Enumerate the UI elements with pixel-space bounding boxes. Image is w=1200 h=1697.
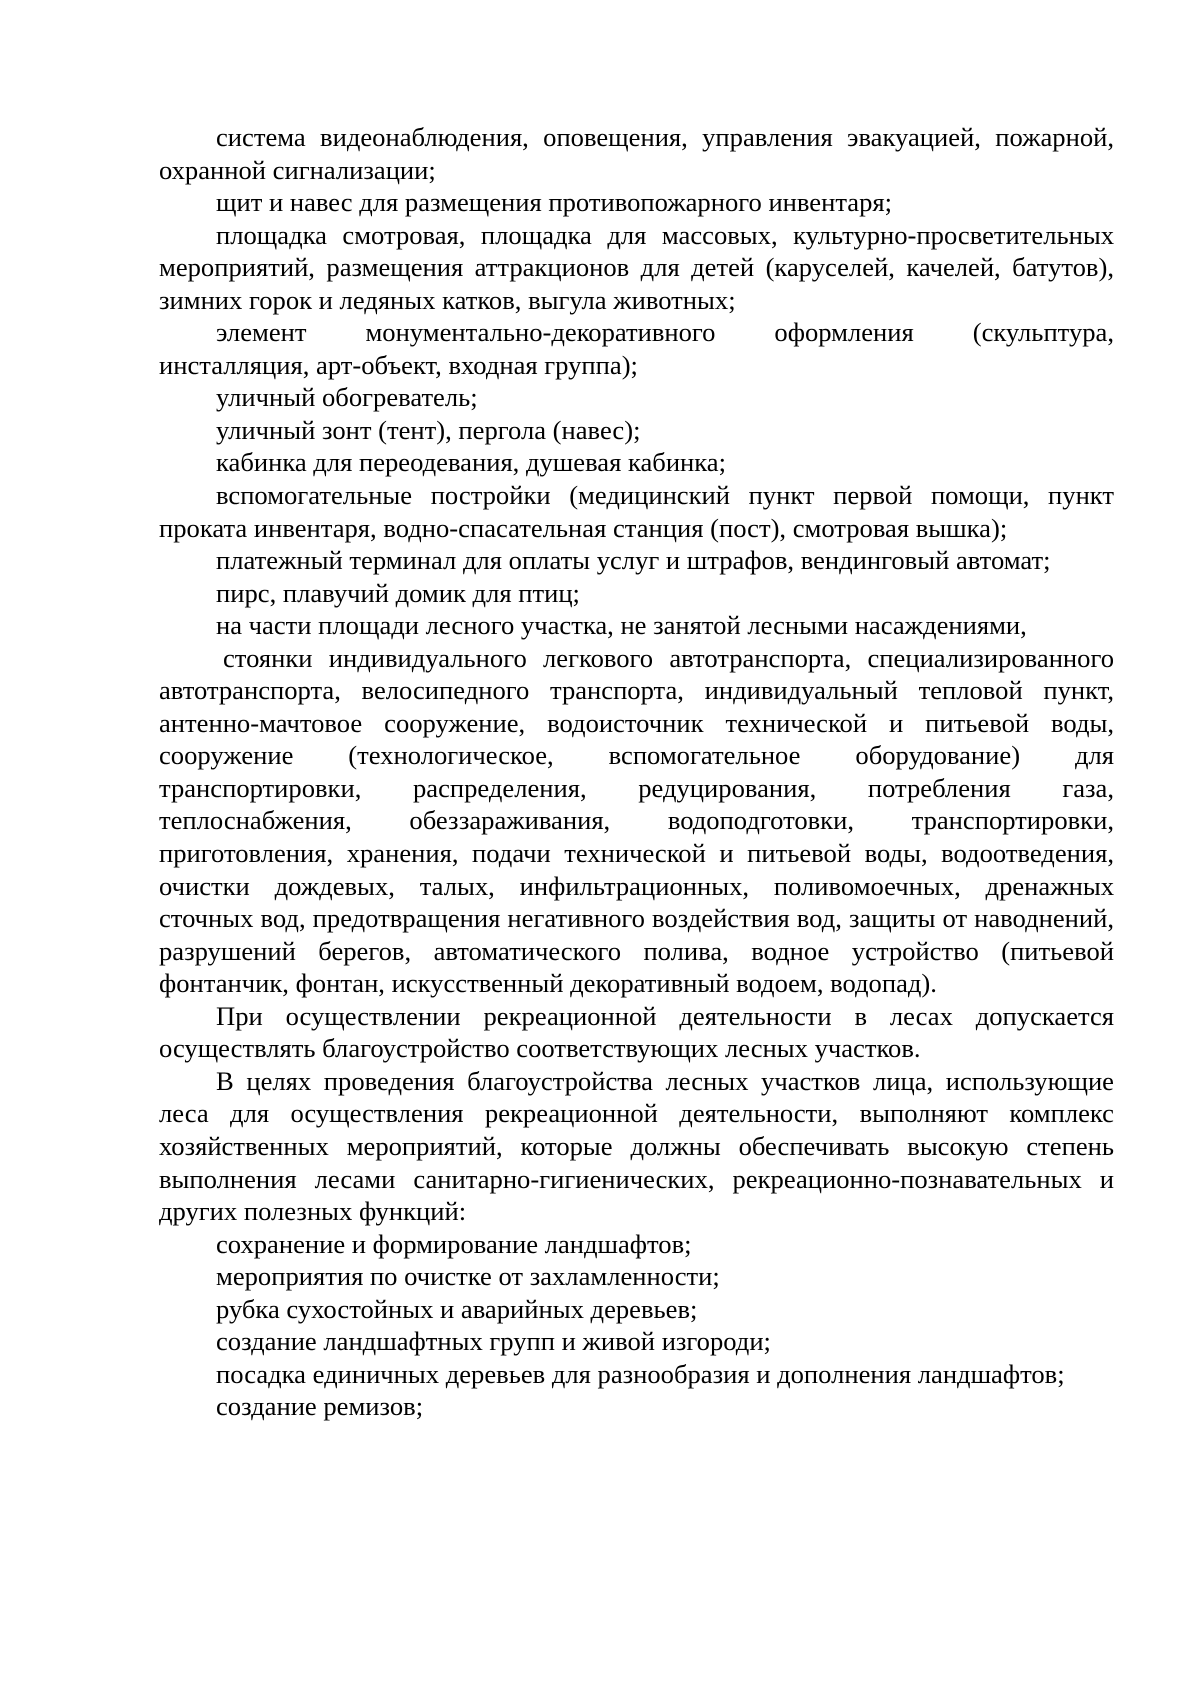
paragraph-11: на части площади лесного участка, не занятой лесными насаждениями, [216,610,1027,641]
paragraph-17: рубка сухостойных и аварийных деревьев; [216,1293,698,1324]
paragraph-10: пирс, плавучий домик для птиц; [216,577,580,608]
paragraph-9: платежный терминал для оплаты услуг и штрафов, вендинговый автомат; [216,545,1051,576]
paragraph-12: стоянки индивидуального легкового автотранспорта, специализированного автотранспорта, велосипедного транспорта, индивидуальный тепловой пункт, антенно-мачтовое сооружение, водоисточник технической и питьевой воды, сооружение (технологическое, вспомогательное оборудование) для транспортировки, распределения, редуцирования, потребления газа, теплоснабжения, обеззараживания, водоподготовки, транспортировки, приготовления, хранения, подачи технической и питьевой воды, водоотведения, очистки дождевых, талых, инфильтрационных, поливомоечных, дренажных сточных вод, предотвращения негативного воздействия вод, защиты от наводнений, разрушений берегов, автоматического полива, водное устройство (питьевой фонтанчик, фонтан, искусственный декоративный водоем, водопад). [159,642,1114,999]
paragraph-18: создание ландшафтных групп и живой изгороди; [216,1326,771,1357]
paragraph-6: уличный зонт (тент), пергола (навес); [216,414,641,445]
paragraph-19: посадка единичных деревьев для разнообразия и дополнения ландшафтов; [216,1358,1065,1389]
paragraph-13: При осуществлении рекреационной деятельности в лесах допускается осуществлять благоустройство соответствующих лесных участков. [159,1000,1114,1064]
paragraph-16: мероприятия по очистке от захламленности; [216,1261,720,1292]
paragraph-14: В целях проведения благоустройства лесных участков лица, использующие леса для осуществления рекреационной деятельности, выполняют комплекс хозяйственных мероприятий, которые должны обеспечивать высокую степень выполнения лесами санитарно-гигиенических, рекреационно-познавательных и других полезных функций: [159,1065,1114,1227]
paragraph-20: создание ремизов; [216,1391,424,1422]
paragraph-7: кабинка для переодевания, душевая кабинка; [216,447,726,478]
document-page [159,121,1114,1423]
paragraph-8: вспомогательные постройки (медицинский пункт первой помощи, пункт проката инвентаря, водно-спасательная станция (пост), смотровая вышка); [159,480,1114,543]
paragraph-5: уличный обогреватель; [216,382,478,413]
paragraph-2: щит и навес для размещения противопожарного инвентаря; [216,187,893,218]
paragraph-3: площадка смотровая, площадка для массовых, культурно-просветительных мероприятий, размещения аттракционов для детей (каруселей, качелей, батутов), зимних горок и ледяных катков, выгула животных; [159,219,1114,315]
paragraph-15: сохранение и формирование ландшафтов; [216,1228,692,1259]
paragraph-1: система видеонаблюдения, оповещения, управления эвакуацией, пожарной, охранной сигнализации; [159,122,1114,185]
paragraph-4: элемент монументально-декоративного оформления (скульптура, инсталляция, арт-объект, входная группа); [159,317,1114,380]
